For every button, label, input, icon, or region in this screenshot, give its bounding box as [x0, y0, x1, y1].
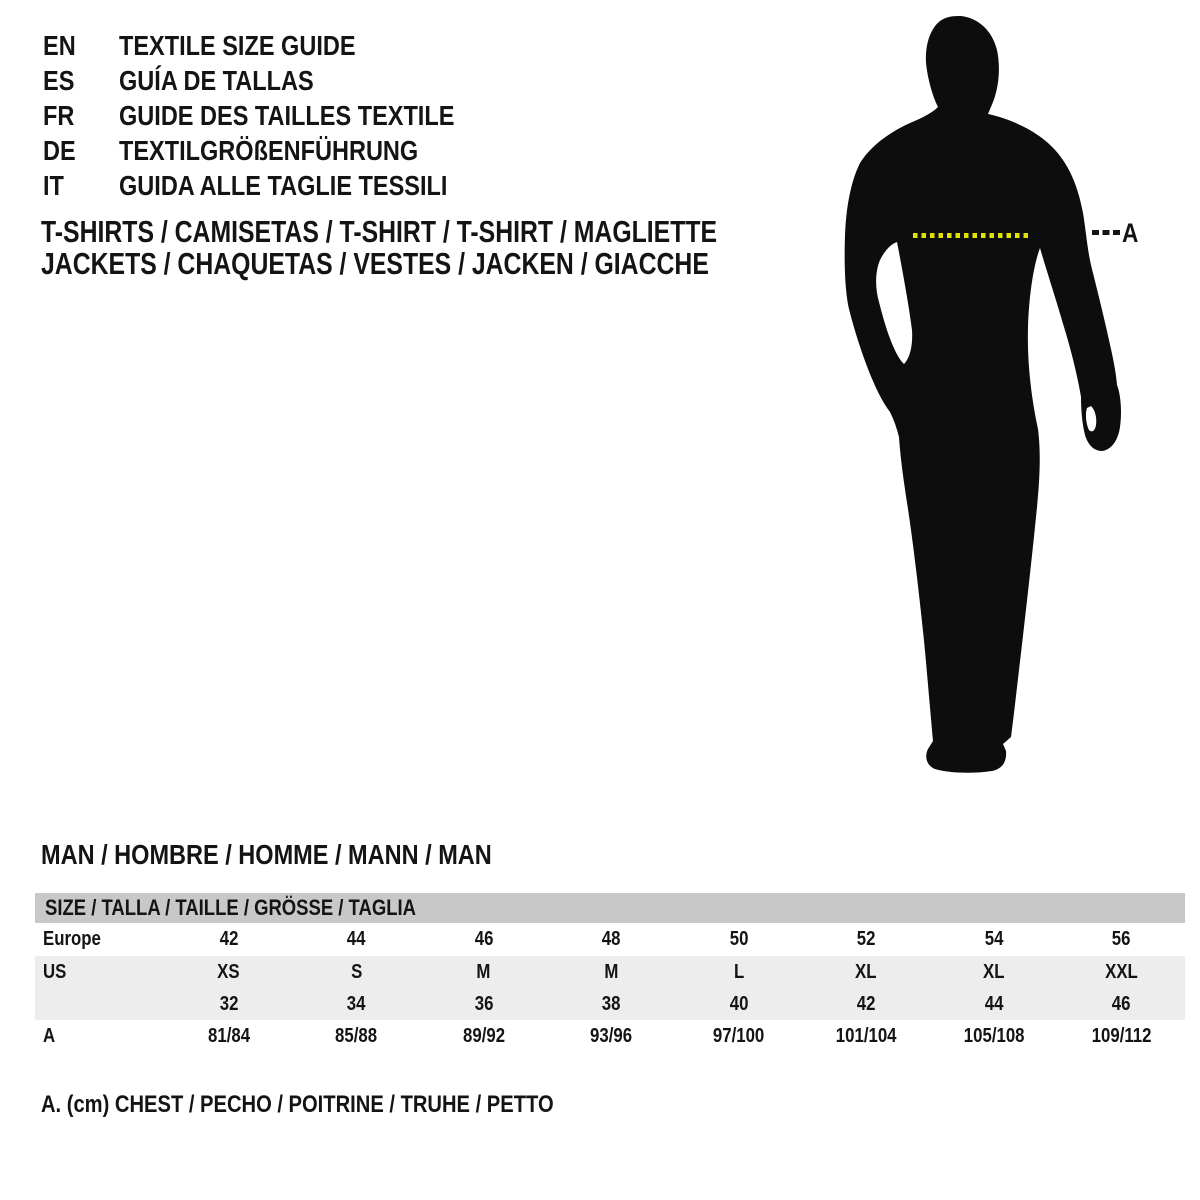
measure-label-a: A	[1122, 218, 1139, 248]
size-value: 109/112	[1091, 1025, 1152, 1047]
language-code: FR	[43, 99, 75, 131]
size-value: 81/84	[207, 1025, 250, 1047]
language-code: ES	[43, 64, 75, 96]
size-value: 46	[1111, 992, 1131, 1015]
language-title: TEXTILE SIZE GUIDE	[119, 29, 356, 61]
row-label: US	[43, 960, 67, 983]
language-code: IT	[43, 169, 64, 201]
table-row-europe	[35, 923, 1185, 956]
row-label: A	[43, 1025, 56, 1047]
size-value: XXL	[1104, 960, 1138, 983]
language-title: GUÍA DE TALLAS	[119, 64, 314, 96]
table-row-us	[35, 956, 1185, 988]
size-value: 42	[219, 928, 239, 950]
man-silhouette	[840, 8, 1130, 778]
table-row-chest-cm	[35, 1020, 1185, 1053]
language-row	[43, 63, 518, 98]
category-line: JACKETS / CHAQUETAS / VESTES / JACKEN / GIACCHE	[41, 246, 709, 281]
size-value: 48	[601, 928, 621, 950]
size-value: 89/92	[462, 1025, 505, 1047]
size-value: M	[604, 960, 619, 983]
language-title: TEXTILGRÖßENFÜHRUNG	[119, 134, 419, 166]
size-value: 36	[474, 992, 494, 1015]
measure-callout-dashes	[1092, 230, 1120, 235]
language-row	[43, 168, 518, 203]
size-value: M	[476, 960, 491, 983]
size-value: 105/108	[963, 1025, 1025, 1047]
size-value: 46	[474, 928, 494, 950]
size-value: 44	[984, 992, 1004, 1015]
size-value: 34	[346, 992, 366, 1015]
language-title: GUIDE DES TAILLES TEXTILE	[119, 99, 455, 131]
size-value: XL	[855, 960, 877, 983]
size-table-header: SIZE / TALLA / TAILLE / GRÖSSE / TAGLIA	[35, 893, 1185, 923]
footnote: A. (cm) CHEST / PECHO / POITRINE / TRUHE / PETTO	[41, 1091, 554, 1118]
size-value: 97/100	[713, 1025, 765, 1047]
size-value: S	[350, 960, 362, 983]
size-value: 40	[729, 992, 749, 1015]
section-title: MAN / HOMBRE / HOMME / MANN / MAN	[41, 839, 492, 870]
size-value: 56	[1111, 928, 1131, 950]
language-row	[43, 98, 518, 133]
size-value: 44	[346, 928, 366, 950]
table-row-numeric	[35, 988, 1185, 1020]
size-value: XL	[983, 960, 1005, 983]
size-value: 54	[984, 928, 1004, 950]
language-code: EN	[43, 29, 76, 61]
category-line: T-SHIRTS / CAMISETAS / T-SHIRT / T-SHIRT / MAGLIETTE	[41, 214, 718, 249]
chest-measure-dotted-line	[913, 233, 1031, 238]
size-value: 52	[856, 928, 876, 950]
size-value: 42	[856, 992, 876, 1015]
size-value: XS	[217, 960, 240, 983]
size-value: 32	[219, 992, 239, 1015]
language-row	[43, 133, 518, 168]
size-value: 38	[601, 992, 621, 1015]
language-title: GUIDA ALLE TAGLIE TESSILI	[119, 169, 448, 201]
size-value: 50	[729, 928, 749, 950]
size-table	[35, 893, 1185, 1053]
language-row	[43, 28, 518, 63]
size-value: 101/104	[835, 1025, 897, 1047]
language-code: DE	[43, 134, 76, 166]
size-value: 85/88	[335, 1025, 378, 1047]
language-list	[43, 28, 518, 203]
category-list	[41, 216, 886, 280]
size-value: L	[733, 960, 744, 983]
size-value: 93/96	[590, 1025, 633, 1047]
row-label: Europe	[43, 928, 101, 950]
man-silhouette-shape	[845, 16, 1121, 773]
